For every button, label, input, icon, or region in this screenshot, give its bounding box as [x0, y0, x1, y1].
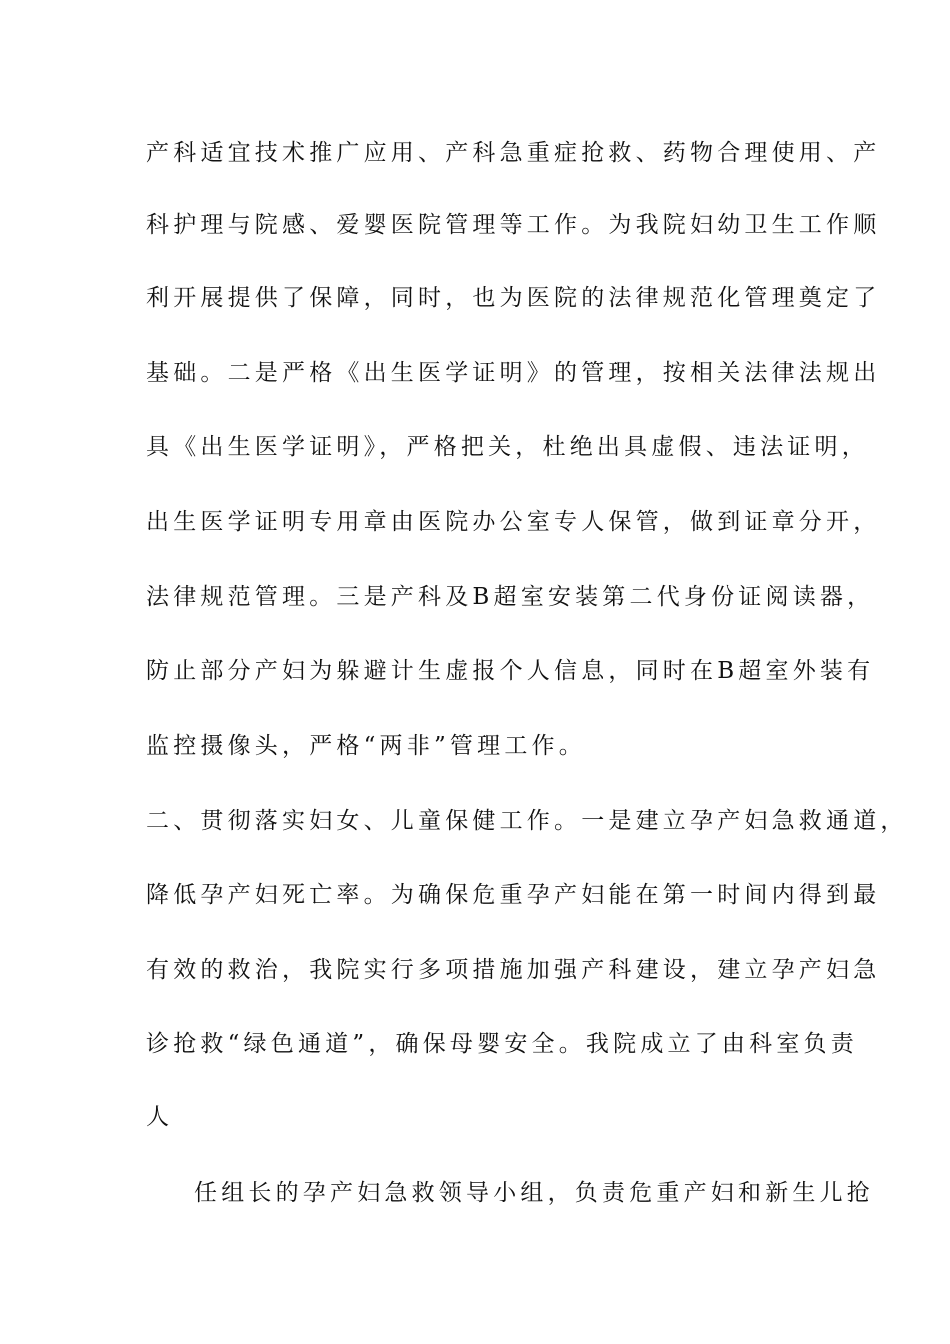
text-line: 产科适宜技术推广应用、产科急重症抢救、药物合理使用、产	[146, 140, 881, 166]
text-line: 监控摄像头，严格“两非”管理工作。	[146, 733, 586, 759]
text-line: 基础。二是严格《出生医学证明》的管理，按相关法律法规出	[146, 360, 881, 386]
text-line: 具《出生医学证明》，严格把关，杜绝出具虚假、违法证明，	[146, 434, 869, 460]
text-line: 利开展提供了保障，同时，也为医院的法律规范化管理奠定了	[146, 285, 881, 311]
text-line: 出生医学证明专用章由医院办公室专人保管，做到证章分开，	[146, 509, 881, 535]
text-line: 二、贯彻落实妇女、儿童保健工作。一是建立孕产妇急救通道，	[146, 808, 908, 834]
text-line: 科护理与院感、爱婴医院管理等工作。为我院妇幼卫生工作顺	[146, 212, 881, 238]
text-line: 降低孕产妇死亡率。为确保危重孕产妇能在第一时间内得到最	[146, 882, 881, 908]
text-line: 法律规范管理。三是产科及B超室安装第二代身份证阅读器，	[146, 584, 875, 610]
text-line: 有效的救治，我院实行多项措施加强产科建设，建立孕产妇急	[146, 957, 881, 983]
text-line: 人	[146, 1104, 174, 1130]
text-line: 任组长的孕产妇急救领导小组，负责危重产妇和新生儿抢	[194, 1180, 874, 1206]
text-line: 防止部分产妇为躲避计生虚报个人信息，同时在B超室外装有	[146, 658, 875, 684]
text-line: 诊抢救“绿色通道”，确保母婴安全。我院成立了由科室负责	[146, 1031, 858, 1057]
